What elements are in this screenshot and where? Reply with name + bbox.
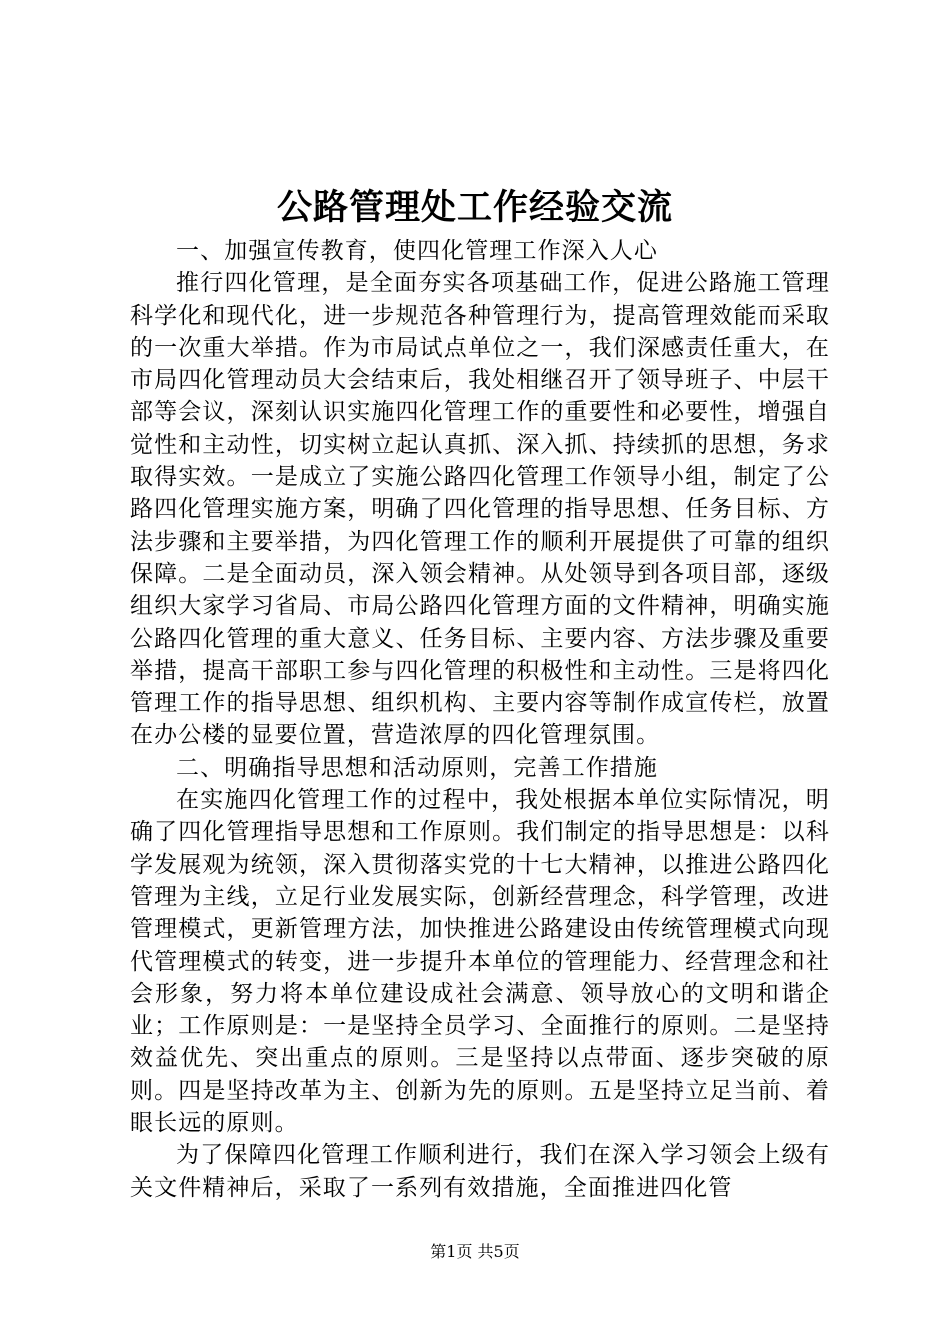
- page-number-footer: 第1页 共5页: [430, 1242, 520, 1261]
- document-title: 公路管理处工作经验交流: [276, 187, 673, 228]
- body-paragraph-1: 推行四化管理，是全面夯实各项基础工作，促进公路施工管理科学化和现代化，进一步规范各种管理行为，提高管理效能而采取的一次重大举措。作为市局试点单位之一，我们深感责任重大，在市局四化管理动员大会结束后，我处相继召开了领导班子、中层干部等会议，深刻认识实施四化管理工作的重要性和必要性，增强自觉性和主动性，切实树立起认真抓、深入抓、持续抓的思想，务求取得实效。一是成立了实施公路四化管理工作领导小组，制定了公路四化管理实施方案，明确了四化管理的指导思想、任务目标、方法步骤和主要举措，为四化管理工作的顺利开展提供了可靠的组织保障。二是全面动员，深入领会精神。从处领导到各项目部，逐级组织大家学习省局、市局公路四化管理方面的文件精神，明确实施公路四化管理的重大意义、任务目标、主要内容、方法步骤及重要举措，提高干部职工参与四化管理的积极性和主动性。三是将四化管理工作的指导思想、组织机构、主要内容等制作成宣传栏，放置在办公楼的显要位置，营造浓厚的四化管理氛围。: [130, 270, 830, 749]
- body-paragraph-3: 为了保障四化管理工作顺利进行，我们在深入学习领会上级有关文件精神后，采取了一系列有效措施，全面推进四化管: [130, 1142, 830, 1201]
- section-heading-2: 二、明确指导思想和活动原则，完善工作措施: [176, 754, 658, 781]
- body-paragraph-2: 在实施四化管理工作的过程中，我处根据本单位实际情况，明确了四化管理指导思想和工作原则。我们制定的指导思想是：以科学发展观为统领，深入贯彻落实党的十七大精神，以推进公路四化管理为主线，立足行业发展实际，创新经营理念，科学管理，改进管理模式，更新管理方法，加快推进公路建设由传统管理模式向现代管理模式的转变，进一步提升本单位的管理能力、经营理念和社会形象，努力将本单位建设成社会满意、领导放心的文明和谐企业；工作原则是：一是坚持全员学习、全面推行的原则。二是坚持效益优先、突出重点的原则。三是坚持以点带面、逐步突破的原则。四是坚持改革为主、创新为先的原则。五是坚持立足当前、着眼长远的原则。: [130, 787, 830, 1137]
- section-heading-1: 一、加强宣传教育，使四化管理工作深入人心: [176, 238, 658, 264]
- document-body: [130, 235, 830, 1204]
